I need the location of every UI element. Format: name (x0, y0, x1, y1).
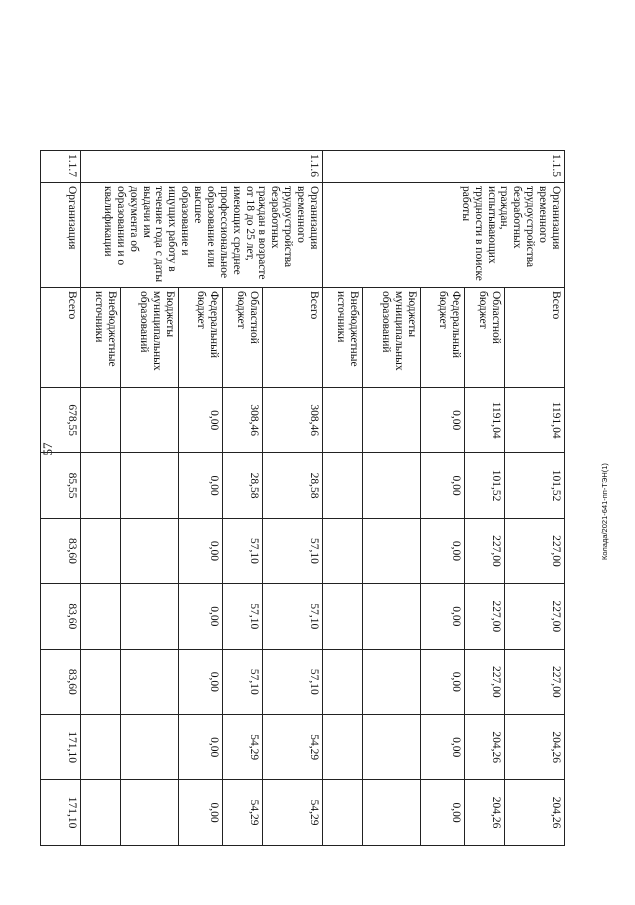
table-body (41, 151, 565, 846)
page-number: 57 (40, 442, 55, 456)
value-cell: 101,52 (465, 453, 505, 518)
value-cell: 227,00 (465, 584, 505, 649)
value-cell: 57,10 (223, 649, 263, 714)
value-cell (363, 453, 421, 518)
value-cell: 0,00 (421, 649, 465, 714)
value-cell: 54,29 (263, 714, 323, 779)
value-cell (81, 714, 121, 779)
value-cell (121, 714, 179, 779)
value-cell (81, 518, 121, 583)
value-cell (363, 714, 421, 779)
value-cell (363, 388, 421, 453)
value-cell: 83,60 (41, 584, 81, 649)
value-cell: 171,10 (41, 780, 81, 845)
value-cell: 1191,04 (505, 388, 565, 453)
value-cell: 204,26 (465, 780, 505, 845)
value-cell: 0,00 (179, 780, 223, 845)
value-cell: 83,60 (41, 518, 81, 583)
value-cell: 101,52 (505, 453, 565, 518)
value-cell (121, 649, 179, 714)
value-cell: 678,55 (41, 388, 81, 453)
value-cell (323, 584, 363, 649)
item-title: Организация (41, 183, 81, 288)
value-cell: 308,46 (263, 388, 323, 453)
value-cell (81, 584, 121, 649)
value-cell (121, 780, 179, 845)
value-cell (363, 584, 421, 649)
value-cell: 28,58 (223, 453, 263, 518)
value-cell: 0,00 (179, 649, 223, 714)
value-cell (81, 649, 121, 714)
funding-source: Областной бюджет (223, 288, 263, 388)
value-cell: 0,00 (179, 518, 223, 583)
funding-source: Всего (263, 288, 323, 388)
value-cell (121, 453, 179, 518)
value-cell: 227,00 (505, 584, 565, 649)
value-cell: 0,00 (179, 714, 223, 779)
value-cell (81, 453, 121, 518)
value-cell (323, 453, 363, 518)
item-title: Организация временного трудоустройства безработных граждан в возрасте от 18 до 25 лет, имеющих среднее профессиональное образование или высшее образование и ищущих работу в течение года с даты выдачи им документа об образовании и о квалификации (81, 183, 323, 288)
value-cell: 57,10 (263, 518, 323, 583)
value-cell: 54,29 (223, 714, 263, 779)
value-cell: 57,10 (223, 584, 263, 649)
value-cell (121, 518, 179, 583)
value-cell: 308,46 (223, 388, 263, 453)
value-cell: 0,00 (421, 388, 465, 453)
funding-source: Областной бюджет (465, 288, 505, 388)
funding-source: Бюджеты муниципальных образований (121, 288, 179, 388)
value-cell (323, 518, 363, 583)
value-cell: 204,26 (505, 780, 565, 845)
value-cell (363, 518, 421, 583)
value-cell: 227,00 (505, 518, 565, 583)
item-number: 1.1.7 (41, 151, 81, 183)
table-row (41, 151, 81, 846)
value-cell: 57,10 (223, 518, 263, 583)
funding-source: Всего (505, 288, 565, 388)
table-row (505, 151, 565, 846)
value-cell: 1191,04 (465, 388, 505, 453)
value-cell (121, 388, 179, 453)
value-cell: 0,00 (421, 714, 465, 779)
value-cell: 85,55 (41, 453, 81, 518)
item-number: 1.1.6 (81, 151, 323, 183)
value-cell (323, 649, 363, 714)
value-cell: 0,00 (421, 453, 465, 518)
funding-source: Внебюджетные источники (81, 288, 121, 388)
value-cell (81, 780, 121, 845)
value-cell (323, 780, 363, 845)
value-cell: 57,10 (263, 584, 323, 649)
value-cell (323, 714, 363, 779)
value-cell (81, 388, 121, 453)
value-cell: 171,10 (41, 714, 81, 779)
value-cell: 54,29 (223, 780, 263, 845)
funding-source: Внебюджетные источники (323, 288, 363, 388)
value-cell (121, 584, 179, 649)
value-cell: 227,00 (465, 649, 505, 714)
value-cell: 227,00 (505, 649, 565, 714)
funding-source: Бюджеты муниципальных образований (363, 288, 421, 388)
value-cell: 54,29 (263, 780, 323, 845)
budget-table (40, 150, 565, 846)
item-title: Организация временного трудоустройства безработных граждан, испытывающих трудности в поиске работы (323, 183, 565, 288)
value-cell: 28,58 (263, 453, 323, 518)
value-cell: 83,60 (41, 649, 81, 714)
funding-source: Федеральный бюджет (179, 288, 223, 388)
value-cell (363, 649, 421, 714)
value-cell (363, 780, 421, 845)
value-cell: 0,00 (421, 780, 465, 845)
value-cell: 0,00 (179, 584, 223, 649)
value-cell: 0,00 (179, 388, 223, 453)
table-row (263, 151, 323, 846)
value-cell: 0,00 (421, 584, 465, 649)
value-cell: 57,10 (263, 649, 323, 714)
value-cell: 0,00 (179, 453, 223, 518)
document-code: Колада/2021-641-пп-ТЭН(1) (600, 463, 609, 560)
funding-source: Всего (41, 288, 81, 388)
funding-source: Федеральный бюджет (421, 288, 465, 388)
item-number: 1.1.5 (323, 151, 565, 183)
value-cell (323, 388, 363, 453)
value-cell: 227,00 (465, 518, 505, 583)
value-cell: 204,26 (465, 714, 505, 779)
value-cell: 204,26 (505, 714, 565, 779)
value-cell: 0,00 (421, 518, 465, 583)
